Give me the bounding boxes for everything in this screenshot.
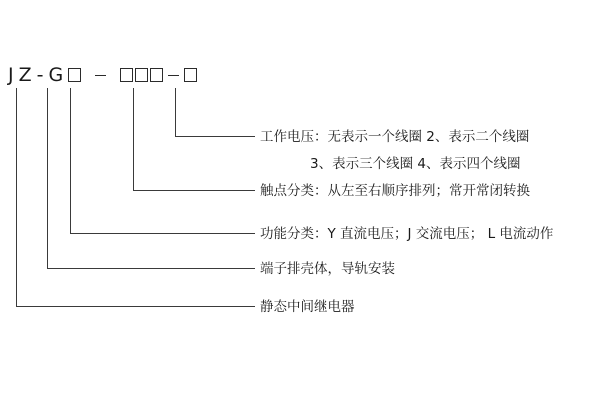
code-box-voltage xyxy=(184,68,197,82)
code-box-contact-1 xyxy=(120,68,133,82)
leader-vline-product xyxy=(16,88,17,306)
code-dash xyxy=(95,75,106,76)
code-char-hyphen: - xyxy=(36,64,44,86)
code-char-z: Z xyxy=(18,64,32,86)
code-box-group-contact xyxy=(120,68,163,82)
code-box-contact-2 xyxy=(135,68,148,82)
label-contact-classification: 触点分类：从左至右顺序排列；常开常闭转换 xyxy=(260,183,530,199)
leader-hline-voltage xyxy=(175,136,255,137)
code-char-j: J xyxy=(8,64,14,86)
code-box-function xyxy=(68,68,81,82)
leader-vline-voltage xyxy=(175,88,176,136)
model-code-row xyxy=(8,62,197,88)
code-char-g: G xyxy=(48,64,64,86)
code-box-contact-3 xyxy=(150,68,163,82)
label-product-name: 静态中间继电器 xyxy=(260,299,355,315)
leader-hline-shell xyxy=(47,268,255,269)
label-function-classification: 功能分类：Y 直流电压；J 交流电压； L 电流动作 xyxy=(260,226,554,242)
leader-hline-product xyxy=(16,306,255,307)
leader-vline-function xyxy=(70,88,71,233)
leader-hline-function xyxy=(70,233,255,234)
label-working-voltage-line2: 3、表示三个线圈 4、表示四个线圈 xyxy=(310,156,521,172)
label-working-voltage-line1: 工作电压：无表示一个线圈 2、表示二个线圈 xyxy=(260,129,530,145)
leader-vline-shell xyxy=(47,88,48,268)
leader-hline-contact xyxy=(133,190,255,191)
code-dash-2 xyxy=(168,75,179,76)
leader-vline-contact xyxy=(133,88,134,190)
label-terminal-shell: 端子排壳体，导轨安装 xyxy=(260,261,395,277)
